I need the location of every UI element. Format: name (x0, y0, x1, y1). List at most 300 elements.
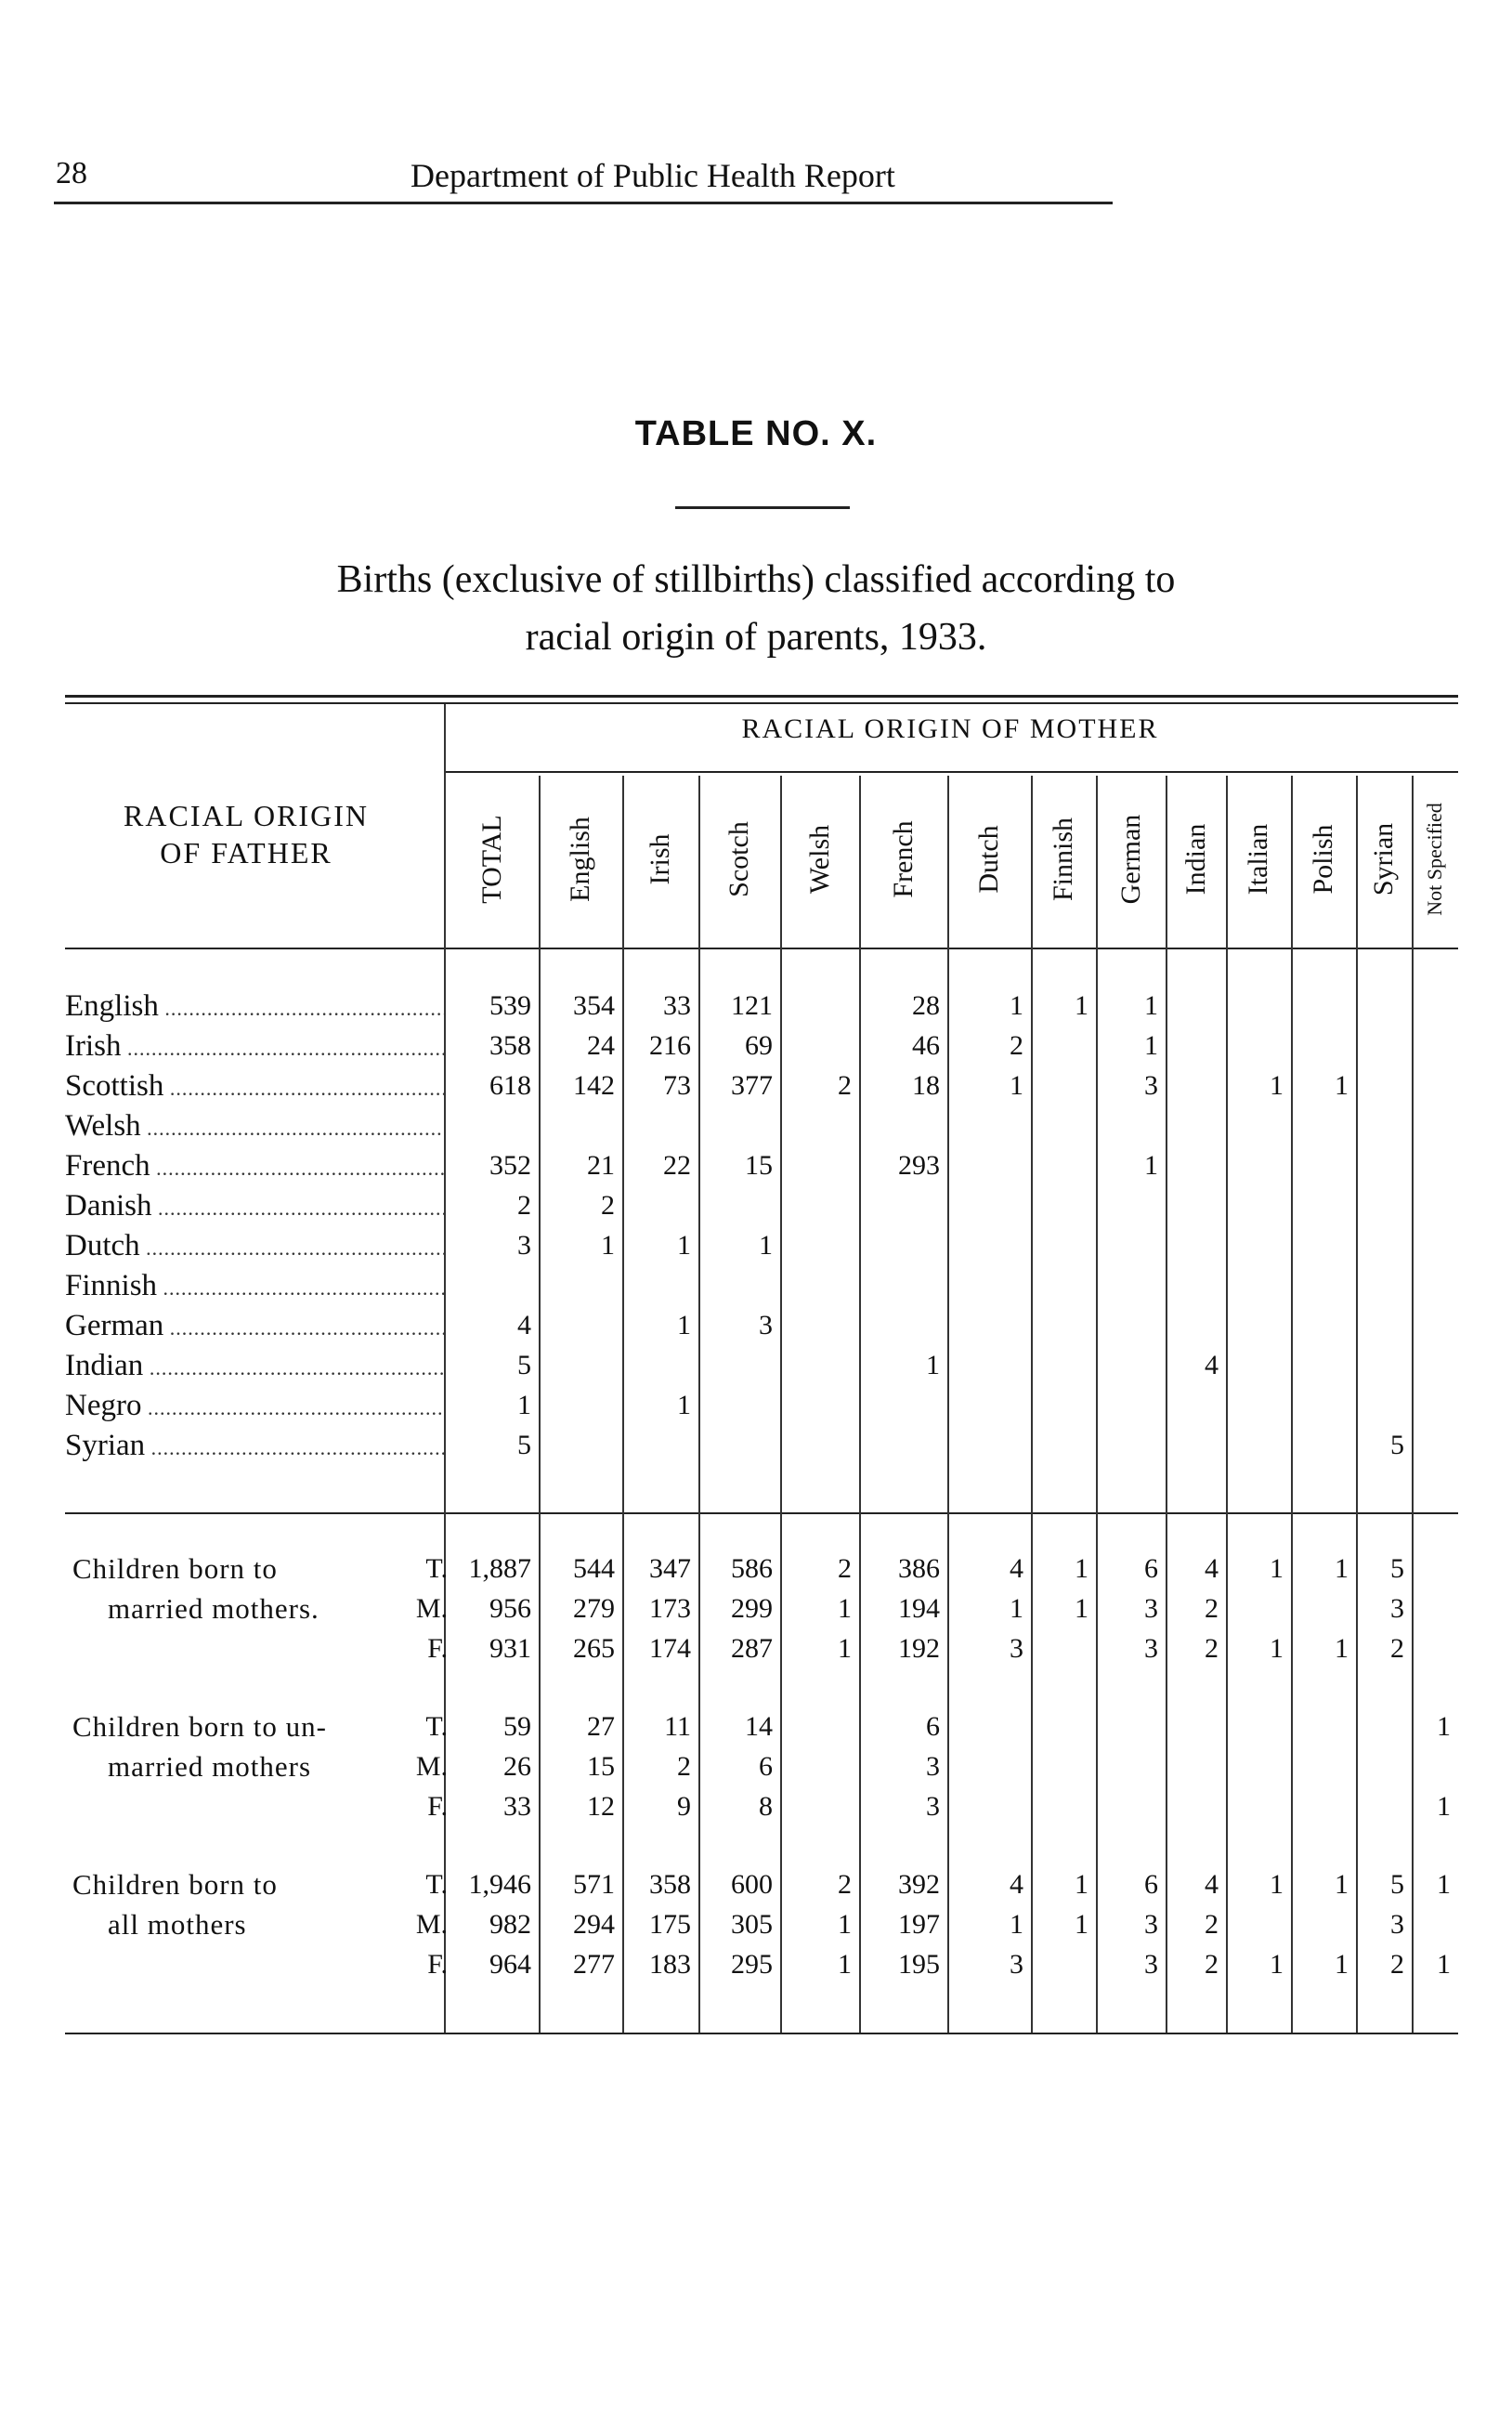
table-cell: 3 (759, 1310, 773, 1340)
table-cell (1412, 1226, 1451, 1265)
table-bottom-rule (65, 2033, 1458, 2034)
table-cell (1166, 1266, 1219, 1305)
header-bottom-rule (65, 948, 1458, 949)
table-cell (1096, 1426, 1158, 1465)
column-header-label: Italian (1243, 823, 1273, 896)
table-cell (1166, 1707, 1219, 1746)
table-cell (780, 1426, 852, 1465)
table-cell (539, 1306, 615, 1345)
table-cell (446, 1266, 531, 1305)
table-cell: 386 (898, 1553, 940, 1584)
father-header-line-2: OF FATHER (160, 836, 332, 870)
sex-label: M. (415, 1909, 448, 1940)
table-cell (539, 1346, 615, 1385)
table-cell: 46 (912, 1030, 940, 1061)
table-cell (1166, 1106, 1219, 1145)
table-cell (698, 1426, 773, 1465)
table-cell: 3 (1144, 1070, 1158, 1101)
table-cell (1412, 1106, 1451, 1145)
row-label-english: English ..... (65, 987, 446, 1026)
table-cell (1096, 1787, 1158, 1826)
table-cell: 4 (1205, 1869, 1219, 1900)
table-cell (622, 1106, 691, 1145)
table-cell (1166, 1026, 1219, 1066)
sex-label: F. (427, 1791, 448, 1822)
table-cell (1412, 1629, 1451, 1668)
page-number: 28 (56, 156, 87, 190)
table-cell (1291, 1026, 1349, 1066)
column-header-label: Polish (1308, 824, 1338, 895)
table-cell: 5 (1390, 1553, 1404, 1584)
column-header-label: Dutch (973, 825, 1004, 894)
table-cell (622, 1346, 691, 1385)
column-header-label: Indian (1180, 823, 1211, 896)
column-header-dutch (947, 785, 1031, 934)
table-cell: 1 (926, 1350, 940, 1380)
table-cell (1291, 1226, 1349, 1265)
table-cell (622, 1426, 691, 1465)
table-cell (1096, 1266, 1158, 1305)
table-cell: 21 (587, 1150, 615, 1181)
table-cell (1356, 1386, 1404, 1425)
table-cell (859, 1386, 940, 1425)
table-cell: 142 (573, 1070, 615, 1101)
table-cell (1096, 1707, 1158, 1746)
table-cell (1226, 1905, 1284, 1944)
table-caption-line-2: racial origin of parents, 1933. (525, 616, 987, 659)
table-cell (1031, 1629, 1088, 1668)
column-header-label: German (1114, 814, 1146, 905)
table-cell (1166, 1186, 1219, 1225)
sex-label: F. (427, 1633, 448, 1664)
table-cell: 4 (1205, 1553, 1219, 1584)
table-cell (1412, 1426, 1451, 1465)
table-cell (1031, 1707, 1088, 1746)
table-cell: 347 (649, 1553, 691, 1584)
table-cell: 3 (1390, 1909, 1404, 1940)
table-cell: 175 (649, 1909, 691, 1940)
table-cell (1356, 1787, 1404, 1826)
table-cell: 956 (489, 1593, 531, 1624)
table-cell: 1 (1075, 1593, 1088, 1624)
table-cell (947, 1747, 1023, 1786)
table-cell: 352 (489, 1150, 531, 1181)
table-cell (1031, 1386, 1088, 1425)
table-cell (1031, 1747, 1088, 1786)
table-cell (1166, 1066, 1219, 1105)
sex-label: T. (425, 1553, 448, 1584)
column-header-label: TOTAL (476, 815, 507, 904)
table-cell (1226, 1146, 1284, 1185)
table-cell (780, 1707, 852, 1746)
column-header-welsh (780, 785, 859, 934)
table-caption-line-1: Births (exclusive of stillbirths) classified according to (336, 558, 1176, 601)
table-cell: 183 (649, 1949, 691, 1980)
table-cell: 1,887 (468, 1553, 531, 1584)
column-header-label: Syrian (1368, 822, 1399, 896)
table-cell (1356, 1186, 1404, 1225)
table-cell (780, 1346, 852, 1385)
table-cell: 1 (517, 1390, 531, 1420)
table-cell (1226, 1707, 1284, 1746)
table-cell (859, 1306, 940, 1345)
table-cell: 2 (1390, 1949, 1404, 1980)
table-cell (622, 1266, 691, 1305)
table-cell (947, 1787, 1023, 1826)
table-cell: 1 (838, 1633, 852, 1664)
column-header-label: French (887, 820, 919, 898)
table-cell (947, 1266, 1023, 1305)
table-cell (1226, 1386, 1284, 1425)
row-label-irish: Irish ..... (65, 1026, 446, 1066)
row-label-scottish: Scottish ..... (65, 1066, 446, 1105)
table-cell (1031, 1146, 1088, 1185)
table-cell: 305 (731, 1909, 773, 1940)
table-cell: 3 (1010, 1633, 1023, 1664)
table-cell (859, 1226, 940, 1265)
table-cell: 197 (898, 1909, 940, 1940)
table-cell: 22 (663, 1150, 691, 1181)
row-label-german: German ..... (65, 1306, 446, 1345)
mother-origin-header: RACIAL ORIGIN OF MOTHER (741, 713, 1159, 744)
table-cell: 1 (1437, 1711, 1451, 1742)
table-cell: 2 (838, 1070, 852, 1101)
table-cell (1412, 1346, 1451, 1385)
table-cell: 358 (489, 1030, 531, 1061)
table-cell (1356, 987, 1404, 1026)
table-cell: 2 (838, 1553, 852, 1584)
table-cell (947, 1426, 1023, 1465)
table-cell: 1 (1437, 1869, 1451, 1900)
table-cell: 294 (573, 1909, 615, 1940)
table-cell: 279 (573, 1593, 615, 1624)
table-cell (539, 1426, 615, 1465)
table-cell (859, 1266, 940, 1305)
table-cell (1412, 1146, 1451, 1185)
table-cell: 174 (649, 1633, 691, 1664)
table-cell (1226, 1266, 1284, 1305)
table-cell (780, 1747, 852, 1786)
table-cell: 1 (677, 1310, 691, 1340)
table-cell: 600 (731, 1869, 773, 1900)
table-cell: 192 (898, 1633, 940, 1664)
table-cell: 1 (601, 1230, 615, 1261)
row-label-negro: Negro ..... (65, 1386, 446, 1425)
sex-label: M. (415, 1751, 448, 1782)
table-cell (1226, 1026, 1284, 1066)
column-header-french (859, 785, 947, 934)
table-cell (698, 1106, 773, 1145)
table-cell: 1 (1270, 1070, 1284, 1101)
table-cell (698, 1386, 773, 1425)
table-cell (780, 987, 852, 1026)
table-cell: 2 (1205, 1593, 1219, 1624)
table-cell: 4 (517, 1310, 531, 1340)
table-cell (780, 1266, 852, 1305)
table-cell (1291, 1266, 1349, 1305)
table-cell (1291, 1306, 1349, 1345)
table-cell (698, 1266, 773, 1305)
table-cell (1412, 1266, 1451, 1305)
table-cell (1031, 1306, 1088, 1345)
table-cell (1166, 1146, 1219, 1185)
table-cell (1356, 1026, 1404, 1066)
table-cell: 15 (745, 1150, 773, 1181)
header-rule (54, 202, 1113, 204)
report-title: Department of Public Health Report (411, 157, 895, 194)
column-header-label: Irish (645, 833, 675, 885)
table-cell: 1 (1437, 1949, 1451, 1980)
table-cell: 1 (677, 1230, 691, 1261)
column-header-label: Finnish (1048, 817, 1078, 902)
table-cell (1356, 1747, 1404, 1786)
table-cell (1291, 1905, 1349, 1944)
table-cell: 3 (1144, 1593, 1158, 1624)
sex-label: T. (425, 1711, 448, 1742)
table-cell (1031, 1186, 1088, 1225)
table-cell: 5 (517, 1350, 531, 1380)
table-cell: 1 (1335, 1070, 1349, 1101)
table-cell: 2 (517, 1190, 531, 1221)
table-cell: 1 (1144, 990, 1158, 1021)
table-cell: 28 (912, 990, 940, 1021)
table-cell (780, 1146, 852, 1185)
table-cell (1412, 1186, 1451, 1225)
table-cell (947, 1106, 1023, 1145)
table-cell (446, 1106, 531, 1145)
table-cell: 18 (912, 1070, 940, 1101)
table-cell (1031, 1426, 1088, 1465)
table-cell: 6 (1144, 1553, 1158, 1584)
table-cell (1412, 987, 1451, 1026)
table-cell: 194 (898, 1593, 940, 1624)
table-cell (947, 1226, 1023, 1265)
table-cell (539, 1266, 615, 1305)
table-cell: 293 (898, 1150, 940, 1181)
father-block-rule (65, 1512, 1458, 1514)
table-cell (539, 1106, 615, 1145)
table-cell: 1 (1075, 1909, 1088, 1940)
sex-label: M. (415, 1593, 448, 1624)
table-cell (1291, 1386, 1349, 1425)
column-header-italian (1226, 785, 1291, 934)
table-cell (1291, 1589, 1349, 1628)
table-cell (1412, 1589, 1451, 1628)
table-cell: 3 (926, 1751, 940, 1782)
table-cell: 3 (1390, 1593, 1404, 1624)
table-cell (1096, 1106, 1158, 1145)
table-cell: 392 (898, 1869, 940, 1900)
table-cell: 15 (587, 1751, 615, 1782)
table-cell (1412, 1549, 1451, 1589)
father-origin-header (65, 797, 427, 871)
table-cell: 1 (838, 1909, 852, 1940)
table-cell (539, 1386, 615, 1425)
table-cell: 121 (731, 990, 773, 1021)
table-cell (947, 1306, 1023, 1345)
table-cell (1031, 1346, 1088, 1385)
column-header-total (446, 785, 539, 934)
table-cell (1291, 1787, 1349, 1826)
table-cell: 1 (1335, 1869, 1349, 1900)
table-cell: 287 (731, 1633, 773, 1664)
table-cell: 265 (573, 1633, 615, 1664)
table-cell: 354 (573, 990, 615, 1021)
mother-group-rule (444, 771, 1458, 773)
column-header-finnish (1031, 785, 1096, 934)
table-cell: 4 (1205, 1350, 1219, 1380)
column-header-english (539, 785, 622, 934)
table-cell: 3 (926, 1791, 940, 1822)
table-cell: 1 (1010, 1070, 1023, 1101)
table-cell: 24 (587, 1030, 615, 1061)
table-top-rule-2 (65, 702, 1458, 704)
table-cell: 377 (731, 1070, 773, 1101)
column-header-label: English (565, 817, 595, 902)
table-cell: 12 (587, 1791, 615, 1822)
table-cell: 8 (759, 1791, 773, 1822)
table-cell: 1 (1270, 1869, 1284, 1900)
table-cell (1291, 1346, 1349, 1385)
table-cell: 2 (1205, 1949, 1219, 1980)
table-cell (1226, 1226, 1284, 1265)
table-cell: 33 (503, 1791, 531, 1822)
table-cell: 69 (745, 1030, 773, 1061)
table-cell (1356, 1707, 1404, 1746)
column-header-label: Scotch (723, 821, 754, 897)
table-cell (1166, 1787, 1219, 1826)
table-cell (1356, 1146, 1404, 1185)
table-cell (1356, 1226, 1404, 1265)
table-cell (780, 1787, 852, 1826)
table-cell: 14 (745, 1711, 773, 1742)
table-cell (859, 1186, 940, 1225)
table-cell (1412, 1905, 1451, 1944)
table-cell (1291, 1426, 1349, 1465)
group-label-line-2: all mothers (108, 1908, 247, 1941)
table-cell (780, 1186, 852, 1225)
father-header-line-1: RACIAL ORIGIN (124, 799, 369, 832)
table-cell (1166, 1747, 1219, 1786)
table-cell (698, 1346, 773, 1385)
table-cell (1031, 1787, 1088, 1826)
table-cell: 1 (1010, 990, 1023, 1021)
table-cell (1356, 1346, 1404, 1385)
column-header-indian (1166, 785, 1226, 934)
table-cell: 1 (1335, 1553, 1349, 1584)
group-label-line-2: married mothers (108, 1750, 312, 1783)
table-cell: 571 (573, 1869, 615, 1900)
table-cell: 2 (601, 1190, 615, 1221)
table-cell: 1 (838, 1949, 852, 1980)
table-cell: 1 (1270, 1949, 1284, 1980)
table-cell: 3 (517, 1230, 531, 1261)
table-cell: 544 (573, 1553, 615, 1584)
table-cell (1166, 1226, 1219, 1265)
table-cell (947, 1186, 1023, 1225)
row-label-welsh: Welsh ..... (65, 1106, 446, 1145)
table-cell (947, 1707, 1023, 1746)
column-header-not-specified (1412, 785, 1458, 934)
table-cell: 195 (898, 1949, 940, 1980)
table-cell (1291, 987, 1349, 1026)
table-cell: 4 (1010, 1553, 1023, 1584)
table-cell (947, 1386, 1023, 1425)
table-cell (1226, 1747, 1284, 1786)
table-cell (1031, 1066, 1088, 1105)
sex-label: T. (425, 1869, 448, 1900)
table-cell: 6 (759, 1751, 773, 1782)
table-cell (780, 1306, 852, 1345)
group-label-line-2: married mothers. (108, 1592, 319, 1625)
table-cell (1096, 1306, 1158, 1345)
table-cell: 27 (587, 1711, 615, 1742)
table-cell (1031, 1026, 1088, 1066)
table-cell: 6 (1144, 1869, 1158, 1900)
table-cell (1291, 1707, 1349, 1746)
table-cell: 1,946 (468, 1869, 531, 1900)
table-cell (780, 1026, 852, 1066)
row-label-dutch: Dutch ..... (65, 1226, 446, 1265)
table-cell: 2 (1205, 1633, 1219, 1664)
table-cell (780, 1106, 852, 1145)
table-cell (1356, 1066, 1404, 1105)
table-cell: 1 (1437, 1791, 1451, 1822)
table-cell: 277 (573, 1949, 615, 1980)
table-cell: 2 (677, 1751, 691, 1782)
column-header-german (1096, 785, 1166, 934)
table-cell (1226, 1306, 1284, 1345)
table-cell: 1 (677, 1390, 691, 1420)
table-cell (1412, 1306, 1451, 1345)
table-cell: 1 (1075, 990, 1088, 1021)
table-cell (947, 1346, 1023, 1385)
table-cell (1412, 1386, 1451, 1425)
table-cell: 931 (489, 1633, 531, 1664)
table-cell: 1 (1335, 1949, 1349, 1980)
table-cell (1356, 1106, 1404, 1145)
table-cell: 1 (1144, 1150, 1158, 1181)
table-cell (1291, 1146, 1349, 1185)
column-header-scotch (698, 785, 780, 934)
table-cell (859, 1106, 940, 1145)
table-cell (1031, 1226, 1088, 1265)
table-cell: 1 (1270, 1633, 1284, 1664)
table-cell (1166, 1386, 1219, 1425)
table-cell: 586 (731, 1553, 773, 1584)
table-cell: 982 (489, 1909, 531, 1940)
table-cell (1226, 1589, 1284, 1628)
table-cell: 1 (1335, 1633, 1349, 1664)
table-cell: 3 (1010, 1949, 1023, 1980)
column-header-label: Welsh (803, 824, 835, 895)
title-rule (675, 506, 850, 509)
table-cell: 2 (838, 1869, 852, 1900)
table-top-rule (65, 695, 1458, 698)
table-cell: 1 (838, 1593, 852, 1624)
table-cell (1096, 1226, 1158, 1265)
table-cell (1166, 1426, 1219, 1465)
row-label-finnish: Finnish ..... (65, 1266, 446, 1305)
row-label-indian: Indian ..... (65, 1346, 446, 1385)
table-cell: 964 (489, 1949, 531, 1980)
table-cell: 539 (489, 990, 531, 1021)
table-cell: 295 (731, 1949, 773, 1980)
table-cell: 173 (649, 1593, 691, 1624)
column-header-polish (1291, 785, 1356, 934)
table-cell (1166, 987, 1219, 1026)
table-cell: 9 (677, 1791, 691, 1822)
